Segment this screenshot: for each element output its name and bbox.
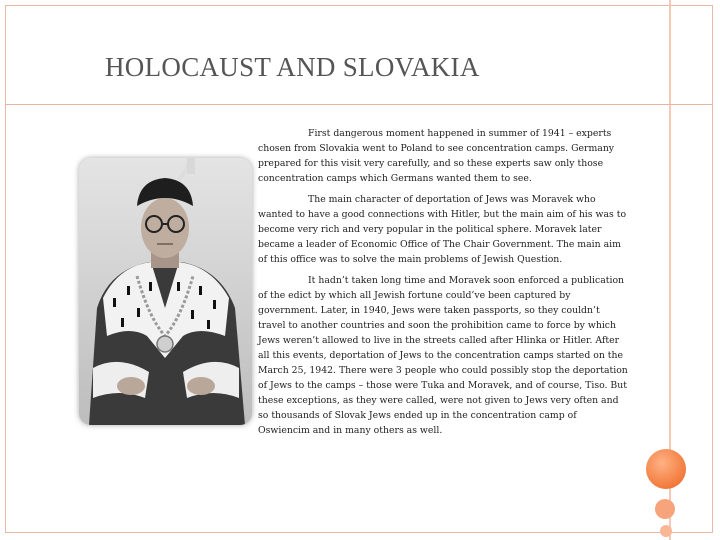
decorative-circle-medium bbox=[655, 499, 675, 519]
portrait-illustration bbox=[79, 158, 252, 425]
paragraph-1: First dangerous moment happened in summer of 1941 – experts chosen from Slovakia went to Poland to see concentration camps. Germany prepared for this visit very carefully, and so these experts saw only those concentration camps which Germans wanted them to see. bbox=[258, 128, 615, 184]
decorative-circle-small bbox=[660, 525, 672, 537]
paragraph-3: It hadn’t taken long time and Moravek soon enforced a publication of the edict by which all Jewish fortune could’ve been captured by government. Later, in 1940, Jews were taken passports, so they couldn’t travel to another countries and soon the prohibition came to force by which Jews weren’t allowed to live in the streets called after Hlinka or Hitler. After all this events, deportation of Jews to the concentration camps started on the March 25, 1942. There were 3 people who could possibly stop the deportation of Jews to the camps – those were Tuka and Moravek, and of course, Tiso. But these exceptions, as they were called, were not given to Jews very often and so thousands of Slovak Jews ended up in the concentration camp of Oswiencim and in many others as well. bbox=[258, 275, 628, 436]
portrait-photo bbox=[79, 158, 252, 425]
slide-body-text bbox=[258, 126, 630, 444]
paragraph-2: The main character of deportation of Jews was Moravek who wanted to have a good connections with Hitler, but the main aim of his was to become very rich and very popular in the political sphere. Moravek later became a leader of Economic Office of The Chair Government. The main aim of this office was to solve the main problems of Jewish Question. bbox=[258, 194, 627, 265]
title-divider bbox=[5, 104, 713, 105]
decorative-circle-large bbox=[646, 449, 686, 489]
slide-title: HOLOCAUST AND SLOVAKIA bbox=[105, 52, 480, 82]
